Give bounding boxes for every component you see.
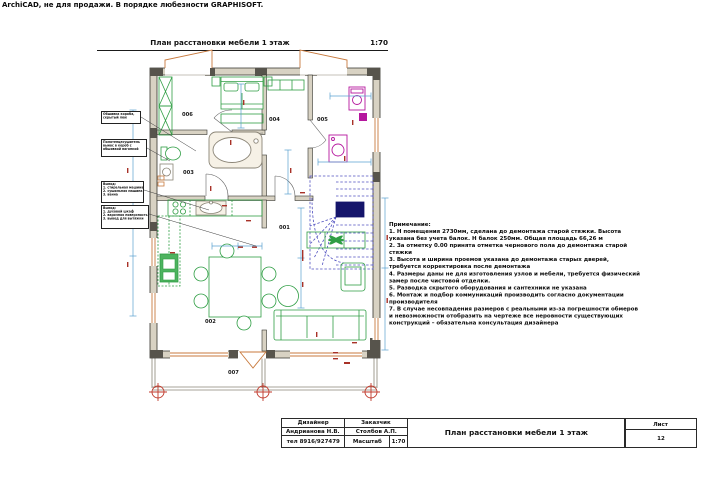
living-room (274, 232, 366, 340)
scale-label-cell (344, 435, 390, 448)
burner (173, 209, 178, 214)
burner (180, 209, 185, 214)
room-label-001: 001 (279, 225, 290, 231)
kitchen (158, 200, 276, 330)
designer-label: Дизайнер (297, 419, 329, 426)
callout-line: вынос в короб с (103, 143, 132, 147)
scale-label: Масштаб (352, 438, 382, 445)
note-item: 4. Размеры даны не для изготовления узлов и мебели, требуется физический замер после чистовой отделки. (389, 270, 640, 284)
bathtub (209, 132, 262, 168)
room-label-004: 004 (269, 117, 280, 123)
room-label-002: 002 (205, 319, 216, 325)
callout-line: 1. стиральная машина (103, 185, 144, 189)
callout-box-2 (101, 139, 147, 157)
note-item: 3. Высота и ширина проемов указана до демонтажа старых дверей, требуется корректировка после демонтажа (389, 256, 609, 270)
callout-box-1 (101, 111, 141, 124)
burner (173, 202, 178, 207)
view-scale: 1:70 (370, 38, 388, 47)
callout-line: 2. сушильная машина (103, 188, 143, 193)
sheet-label: Лист (653, 420, 669, 428)
kitchen-unit (160, 254, 178, 282)
bay-window-right (300, 50, 347, 68)
note-item: 6. Монтаж и подбор коммуникаций производить согласно документации производителя (389, 291, 624, 305)
view-title: План расстановки мебели 1 этаж (150, 38, 290, 47)
note-item: 2. За отметку 0.00 принята отметка чернового пола до демонтажа старой стяжки (389, 242, 628, 256)
dining-set (194, 244, 276, 330)
callout-line: Вывод: (103, 182, 116, 186)
callout-line: 1. духовой шкаф (103, 209, 134, 213)
callout-line: Вывод: (103, 206, 116, 210)
callout-line: 3. ванна (103, 192, 118, 196)
sheet-number-cell (625, 429, 697, 448)
note-item: 5. Разводка скрытого оборудования и сантехники не указана (389, 284, 587, 291)
chair (237, 316, 251, 330)
plant (328, 234, 344, 246)
bathroom-fixtures (158, 132, 262, 186)
chair (194, 267, 208, 281)
callout-line: 2. варочная поверхность (103, 212, 148, 217)
chair (194, 294, 208, 308)
bedroom-furniture (159, 77, 272, 135)
appliance-panel (359, 113, 367, 121)
drawing-title-cell (407, 418, 625, 448)
room-label-006: 006 (182, 112, 193, 118)
callout-line: скрытый люк (103, 115, 128, 119)
demo-watermark: ArchiCAD, не для продажи. В порядке любезности GRAPHISOFT. (2, 1, 264, 9)
note-item: 7. В случае несовпадения размеров с реальными из-за погрешности обмеров и невозможности отобразить на чертеже все неровности существующих конструкций – обязательна консультация дизайнера (389, 305, 639, 327)
room-label-003: 003 (183, 170, 194, 176)
nightstand-left (212, 77, 220, 86)
sheet-label-cell (625, 418, 697, 430)
stair-landing (336, 202, 364, 217)
hall-cabinet (268, 80, 304, 90)
toilet (161, 147, 181, 160)
room-label-007: 007 (228, 370, 239, 376)
chair (262, 267, 276, 281)
scale-value-cell (389, 435, 408, 448)
laundry-appliances (329, 87, 367, 162)
callout-line: Полотенцесушитель (103, 140, 140, 144)
sheet-number: 12 (656, 435, 665, 442)
room-label-005: 005 (317, 117, 328, 123)
scale-value: 1:70 (391, 438, 406, 445)
notes-title: Примечание: (389, 221, 431, 228)
washer (349, 87, 365, 110)
staircase (310, 176, 373, 269)
client-label: Заказчик (361, 419, 391, 426)
designer-phone: тел 8916/927479 (286, 438, 340, 445)
chair (262, 294, 276, 308)
bed (221, 77, 263, 109)
terrace (152, 358, 377, 390)
note-item: 1. Н помещения 2730мм, сделана до демонтажа старой стяжки. Высота указана без учета балок. Н балок 250мм. Общая площадь 66,26 м (389, 228, 622, 242)
coffee-table (278, 286, 299, 307)
callout-line: 3. вывод для вытяжки (103, 216, 144, 220)
callout-line: Обшивка короба, (103, 112, 135, 116)
boiler (160, 164, 173, 180)
callout-line: обшивкой вагонкой (103, 146, 139, 151)
dining-table (209, 257, 261, 317)
notes-block (389, 221, 642, 327)
callout-box-4 (101, 205, 149, 229)
drawing-title: План расстановки мебели 1 этаж (444, 428, 589, 438)
bed-bench (221, 114, 263, 123)
wardrobe (159, 77, 172, 135)
kitchen-sink (196, 201, 226, 215)
designer-phone-cell (281, 435, 345, 448)
sofa (274, 310, 366, 340)
bay-window-left (165, 50, 212, 68)
designer-name: Андрианова Н.В. (286, 428, 340, 435)
axis-markers (149, 383, 380, 401)
callout-box-3 (101, 181, 144, 203)
client-name: Столбов А.П. (355, 428, 397, 435)
armchair (341, 263, 365, 291)
